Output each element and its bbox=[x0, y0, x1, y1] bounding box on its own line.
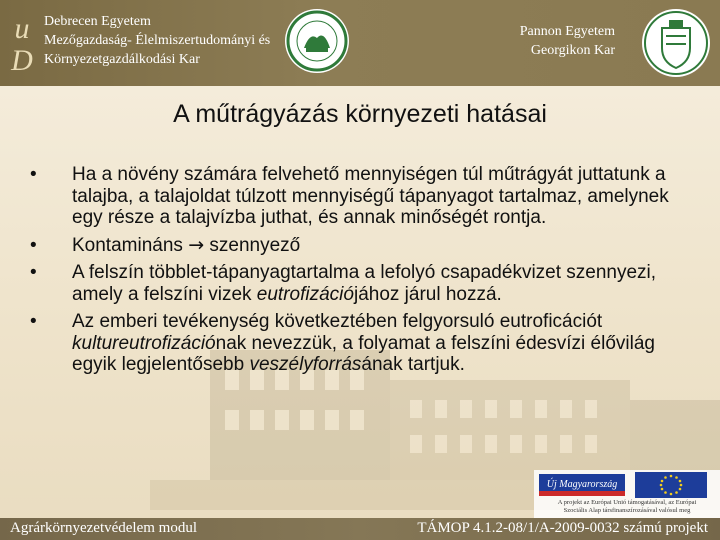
bullet-item bbox=[30, 311, 690, 376]
header-right-line-2: Georgikon Kar bbox=[530, 43, 615, 58]
header-left-line-1: Debrecen Egyetem bbox=[44, 14, 151, 29]
header-left-line-3: Környezetgazdálkodási Kar bbox=[44, 52, 200, 67]
bullet-text-4b: nak nevezzük, a folyamat a felszíni édesvízi élővilág egyik legjelentősebb bbox=[72, 332, 655, 375]
bullet-list bbox=[30, 164, 690, 382]
bullet-text-4c: ának tartjuk. bbox=[361, 354, 465, 375]
faculty-name-pannon bbox=[505, 22, 615, 60]
bullet-item bbox=[30, 235, 690, 257]
svg-text:u: u bbox=[14, 12, 30, 45]
bullet-text-2b: szennyező bbox=[209, 234, 301, 256]
svg-text:D: D bbox=[11, 44, 33, 77]
bullet-item bbox=[30, 262, 690, 305]
term-eutrofizacio: eutrofizáció bbox=[256, 283, 354, 305]
ud-logo bbox=[4, 6, 40, 78]
term-veszelyforras: veszélyforrás bbox=[249, 354, 362, 375]
footer-bar bbox=[0, 518, 720, 540]
bullet-icon: • bbox=[30, 262, 37, 283]
funding-note-line-1: A projekt az Európai Unió támogatásával, az Európai bbox=[557, 499, 697, 506]
funding-note bbox=[536, 499, 718, 515]
uj-magyarorszag-text: Új Magyarország bbox=[546, 479, 618, 490]
bullet-text-3a: A felszín többlet-tápanyagtartalma a lefolyó csapadékvizet szennyezi, amely a felszíni vizek bbox=[72, 262, 657, 305]
bullet-item bbox=[30, 164, 690, 229]
bullet-text-3b: jához járul hozzá. bbox=[353, 283, 502, 305]
eu-flag-icon bbox=[635, 472, 707, 498]
pannon-egyetem-logo bbox=[640, 6, 712, 80]
bullet-icon: • bbox=[30, 164, 37, 185]
right-arrow-icon: → bbox=[188, 233, 205, 256]
university-seal-logo bbox=[284, 8, 350, 74]
bullet-icon: • bbox=[30, 234, 37, 256]
module-name: Agrárkörnyezetvédelem modul bbox=[10, 520, 198, 536]
project-id: TÁMOP 4.1.2-08/1/A-2009-0032 számú projekt bbox=[417, 520, 708, 536]
bullet-text-4a: Az emberi tevékenység következtében felgyorsuló eutroficációt bbox=[72, 311, 603, 332]
bullet-icon: • bbox=[30, 311, 37, 332]
uj-magyarorszag-logo bbox=[539, 474, 625, 496]
header-right-line-1: Pannon Egyetem bbox=[519, 24, 615, 39]
funding-note-line-2: Szociális Alap társfinanszírozásával valósul meg bbox=[563, 507, 691, 514]
bullet-text-1: Ha a növény számára felvehető mennyiségen túl műtrágyát juttatunk a talajba, a talajoldat túlzott mennyiségű tápanyagot tartalmaz, amelynek egy része a talajvízba juthat, és annak minőségét rontja. bbox=[72, 164, 669, 228]
header-left-line-2: Mezőgazdaság- Élelmiszertudományi és bbox=[44, 33, 271, 48]
header-banner bbox=[0, 0, 720, 86]
faculty-name-debrecen bbox=[44, 12, 284, 69]
slide-title: A műtrágyázás környezeti hatásai bbox=[173, 100, 547, 128]
bullet-text-2a: Kontamináns bbox=[72, 234, 183, 256]
term-kultureutrofizacio: kultureutrofizáció bbox=[72, 332, 216, 354]
